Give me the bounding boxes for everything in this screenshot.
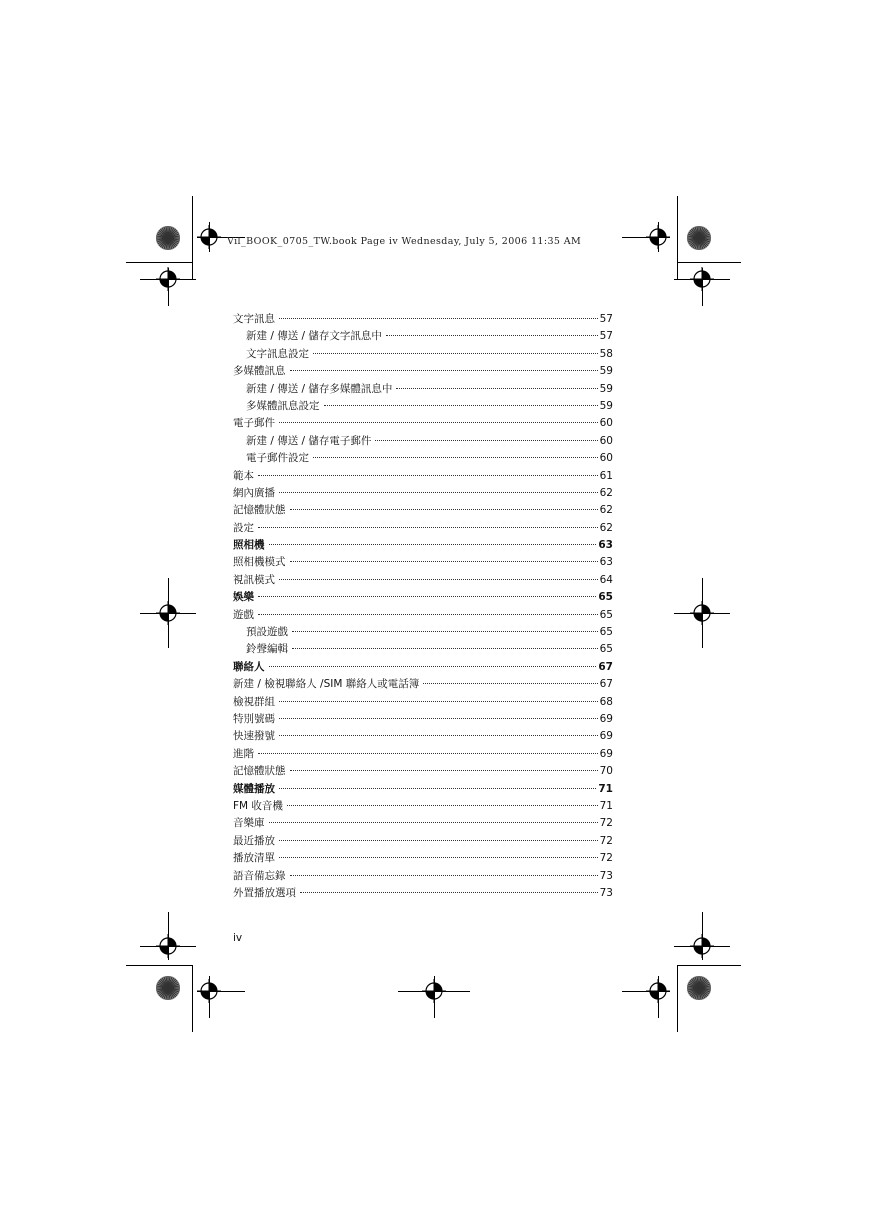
dot-leader (269, 544, 597, 545)
toc-entry-label: 特別號碼 (233, 712, 275, 725)
dot-leader (279, 701, 598, 702)
toc-entry-page: 67 (599, 678, 613, 691)
toc-entry-label: 播放清單 (233, 852, 275, 865)
trim-line (168, 268, 169, 306)
toc-entry-page: 61 (599, 469, 613, 482)
trim-line (434, 976, 435, 1018)
toc-entry-label: 音樂庫 (233, 817, 265, 830)
toc-entry-label: 新建 / 傳送 / 儲存電子郵件 (246, 434, 372, 447)
toc-entry-page: 71 (599, 799, 613, 812)
trim-line (622, 991, 670, 992)
toc-entry-label: FM 收音機 (233, 799, 283, 812)
dot-leader (287, 805, 598, 806)
dot-leader (269, 666, 597, 667)
toc-entry-page: 60 (599, 417, 613, 430)
trim-line (702, 912, 703, 960)
trim-line (126, 262, 192, 263)
dot-leader (292, 648, 598, 649)
toc-entry[interactable] (233, 537, 613, 554)
dot-leader (269, 822, 598, 823)
toc-entry-label: 聯絡人 (233, 660, 265, 673)
toc-entry-label: 預設遊戲 (246, 626, 288, 639)
toc-entry[interactable] (233, 346, 613, 363)
toc-entry-page: 59 (599, 382, 613, 395)
dot-leader (258, 596, 596, 597)
dot-leader (279, 318, 598, 319)
dot-leader (258, 753, 598, 754)
toc-entry-page: 73 (599, 886, 613, 899)
toc-entry[interactable] (233, 607, 613, 624)
toc-entry-page: 57 (599, 330, 613, 343)
toc-entry[interactable] (233, 694, 613, 711)
toc-entry[interactable] (233, 885, 613, 902)
toc-entry-label: 文字訊息 (233, 313, 275, 325)
dot-leader (375, 440, 597, 441)
toc-entry[interactable] (233, 711, 613, 728)
dot-leader (279, 840, 598, 841)
toc-entry-page: 59 (599, 399, 613, 412)
toc-entry-label: 文字訊息設定 (246, 347, 309, 360)
dot-leader (396, 388, 597, 389)
toc-entry-label: 電子郵件設定 (246, 452, 309, 465)
trim-line (677, 262, 741, 263)
trim-line (677, 965, 741, 966)
toc-entry-page: 72 (599, 852, 613, 865)
trim-line (622, 237, 670, 238)
toc-entry[interactable] (233, 868, 613, 885)
trim-line (126, 965, 192, 966)
starburst-target-icon (155, 225, 181, 251)
toc-entry-page: 65 (599, 643, 613, 656)
toc-entry-page: 63 (598, 539, 613, 552)
trim-line (658, 222, 659, 252)
dot-leader (258, 527, 598, 528)
toc-entry-page: 58 (599, 347, 613, 360)
toc-entry[interactable] (233, 589, 613, 606)
toc-entry-page: 69 (599, 712, 613, 725)
toc-entry-page: 73 (599, 869, 613, 882)
dot-leader (279, 718, 598, 719)
toc-entry-page: 69 (599, 747, 613, 760)
trim-line (702, 578, 703, 648)
toc-entry[interactable] (233, 450, 613, 467)
dot-leader (324, 405, 598, 406)
toc-entry-label: 設定 (233, 521, 254, 534)
dot-leader (279, 422, 598, 423)
toc-entry-page: 64 (599, 573, 613, 586)
toc-entry[interactable] (233, 328, 613, 345)
toc-entry[interactable] (233, 468, 613, 485)
toc-entry[interactable] (233, 763, 613, 780)
toc-entry-label: 記憶體狀態 (233, 765, 286, 778)
toc-entry-label: 最近播放 (233, 834, 275, 847)
trim-line (658, 976, 659, 1018)
toc-entry-label: 電子郵件 (233, 417, 275, 430)
toc-entry-page: 71 (598, 782, 613, 795)
dot-leader (290, 370, 598, 371)
toc-entry-label: 鈴聲編輯 (246, 643, 288, 656)
toc-entry-page: 70 (599, 765, 613, 778)
toc-entry-label: 語音備忘錄 (233, 869, 286, 882)
toc-entry[interactable] (233, 398, 613, 415)
trim-line (168, 578, 169, 648)
toc-entry-page: 60 (599, 434, 613, 447)
toc-entry-page: 72 (599, 834, 613, 847)
trim-line (677, 196, 678, 280)
dot-leader (279, 788, 596, 789)
toc-entry[interactable] (233, 502, 613, 519)
starburst-target-icon (155, 975, 181, 1001)
toc-entry-page: 63 (599, 556, 613, 569)
toc-entry[interactable] (233, 798, 613, 815)
toc-entry-label: 範本 (233, 469, 254, 482)
toc-entry-label: 新建 / 檢視聯絡人 /SIM 聯絡人或電話簿 (233, 678, 420, 691)
dot-leader (290, 509, 598, 510)
dot-leader (258, 614, 598, 615)
toc-entry-label: 多媒體訊息 (233, 365, 286, 378)
toc-entry-label: 多媒體訊息設定 (246, 399, 320, 412)
toc-entry-label: 照相機模式 (233, 556, 286, 569)
dot-leader (300, 892, 598, 893)
toc-entry[interactable] (233, 415, 613, 432)
toc-entry-page: 69 (599, 730, 613, 743)
toc-entry[interactable] (233, 781, 613, 798)
toc-entry-label: 外置播放選項 (233, 886, 296, 899)
dot-leader (423, 683, 597, 684)
toc-entry[interactable] (233, 746, 613, 763)
toc-entry[interactable] (233, 485, 613, 502)
trim-line (168, 912, 169, 960)
toc-entry[interactable] (233, 311, 613, 328)
toc-entry[interactable] (233, 520, 613, 537)
trim-line (702, 268, 703, 306)
toc-entry-label: 新建 / 傳送 / 儲存多媒體訊息中 (246, 382, 393, 395)
toc-entry-page: 60 (599, 452, 613, 465)
starburst-target-icon (686, 975, 712, 1001)
toc-entry[interactable] (233, 433, 613, 450)
toc-entry[interactable] (233, 659, 613, 676)
toc-entry-page: 65 (599, 608, 613, 621)
toc-entry[interactable] (233, 850, 613, 867)
starburst-target-icon (686, 225, 712, 251)
dot-leader (290, 770, 598, 771)
toc-entry-label: 記憶體狀態 (233, 504, 286, 517)
trim-line (209, 976, 210, 1018)
toc-entry-label: 視訊模式 (233, 573, 275, 586)
toc-entry[interactable] (233, 363, 613, 380)
toc-entry-label: 進階 (233, 747, 254, 760)
dot-leader (313, 353, 598, 354)
dot-leader (386, 335, 598, 336)
toc-entry[interactable] (233, 728, 613, 745)
toc-entry[interactable] (233, 572, 613, 589)
dot-leader (279, 492, 598, 493)
dot-leader (292, 631, 598, 632)
dot-leader (313, 457, 598, 458)
toc-entry-page: 68 (599, 695, 613, 708)
toc-entry-label: 照相機 (233, 539, 265, 552)
toc-entry-label: 新建 / 傳送 / 儲存文字訊息中 (246, 330, 382, 343)
toc-entry[interactable] (233, 381, 613, 398)
toc-entry-page: 67 (598, 660, 613, 673)
toc-entry-label: 檢視群組 (233, 695, 275, 708)
dot-leader (279, 579, 598, 580)
toc-entry-label: 遊戲 (233, 608, 254, 621)
toc-entry-page: 62 (599, 486, 613, 499)
toc-entry-page: 65 (598, 591, 613, 604)
toc-entry[interactable] (233, 676, 613, 693)
toc-entry[interactable] (233, 815, 613, 832)
toc-entry[interactable] (233, 624, 613, 641)
toc-entry-label: 快速撥號 (233, 730, 275, 743)
dot-leader (290, 875, 598, 876)
toc-entry-label: 娛樂 (233, 591, 254, 604)
toc-entry-page: 62 (599, 521, 613, 534)
table-of-contents (233, 311, 613, 902)
book-file-header: Vil_BOOK_0705_TW.book Page iv Wednesday, July 5, 2006 11:35 AM (227, 236, 582, 247)
trim-line (192, 965, 193, 1032)
toc-entry-page: 72 (599, 817, 613, 830)
toc-entry[interactable] (233, 833, 613, 850)
toc-entry[interactable] (233, 554, 613, 571)
trim-line (197, 991, 245, 992)
toc-entry[interactable] (233, 641, 613, 658)
trim-line (209, 222, 210, 252)
toc-entry-label: 媒體播放 (233, 782, 275, 795)
toc-entry-page: 62 (599, 504, 613, 517)
trim-line (677, 965, 678, 1032)
trim-line (192, 196, 193, 280)
page-number: iv (233, 932, 243, 944)
dot-leader (258, 475, 598, 476)
toc-entry-page: 57 (599, 313, 613, 325)
dot-leader (279, 857, 598, 858)
dot-leader (279, 735, 598, 736)
toc-entry-page: 65 (599, 626, 613, 639)
dot-leader (290, 561, 598, 562)
toc-entry-page: 59 (599, 365, 613, 378)
toc-entry-label: 網內廣播 (233, 486, 275, 499)
